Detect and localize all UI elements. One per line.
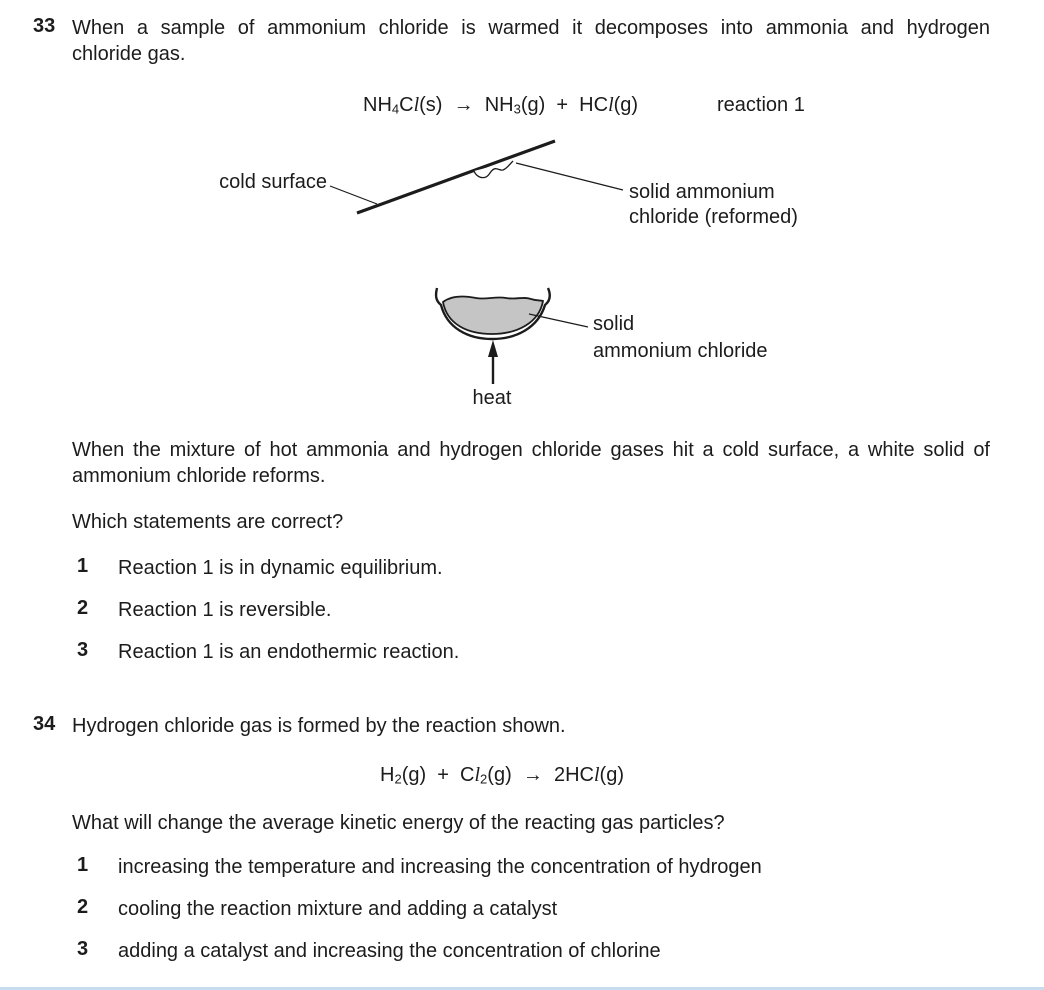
q33-question: Which statements are correct? (72, 511, 344, 533)
statement-text: cooling the reaction mixture and adding a catalyst (118, 898, 558, 920)
q33-statement-1 (77, 555, 977, 581)
q34-statement-3 (77, 938, 977, 964)
statement-number: 1 (77, 555, 89, 577)
q33-number: 33 (33, 15, 56, 37)
q34-stem (33, 713, 990, 739)
q34-statement-2 (77, 896, 977, 922)
q33-paragraph (72, 437, 990, 489)
q34-stem-text: Hydrogen chloride gas is formed by the reaction shown. (72, 715, 566, 737)
q33-statement-3 (77, 639, 977, 665)
q33-apparatus-diagram (140, 128, 860, 418)
statement-number: 3 (77, 938, 89, 960)
statement-number: 2 (77, 896, 89, 918)
statement-text: increasing the temperature and increasing the concentration of hydrogen (118, 856, 762, 878)
reformed-leader-line (516, 163, 623, 190)
solid-label-line1: solid (593, 313, 635, 335)
heat-arrow-head (488, 340, 498, 357)
statement-text: Reaction 1 is an endothermic reaction. (118, 641, 460, 663)
q33-stem-line2: chloride gas. (72, 43, 186, 65)
q33-reaction-label: reaction 1 (717, 94, 805, 116)
statement-text: Reaction 1 is in dynamic equilibrium. (118, 557, 443, 579)
statement-number: 2 (77, 597, 89, 619)
heat-label: heat (472, 387, 512, 409)
cold-surface-label: cold surface (219, 171, 327, 193)
statement-number: 1 (77, 854, 89, 876)
q34-equation: H2(g) + Cl2(g) → 2HCl(g) (380, 764, 624, 787)
cold-surface-line (357, 141, 555, 213)
reformed-label-line2: chloride (reformed) (629, 206, 798, 228)
q34-question: What will change the average kinetic energy of the reacting gas particles? (72, 812, 725, 834)
q34-statement-1 (77, 854, 977, 880)
statement-number: 3 (77, 639, 89, 661)
q33-equation: NH4Cl(s) → NH3(g) + HCl(g) (363, 94, 639, 117)
q34-number: 34 (33, 713, 56, 735)
reformed-label-line1: solid ammonium (629, 181, 775, 203)
q33-paragraph-line1: When the mixture of hot ammonia and hydrogen chloride gases hit a cold surface, a white solid of (72, 439, 990, 461)
statement-text: Reaction 1 is reversible. (118, 599, 332, 621)
q33-stem-line1: When a sample of ammonium chloride is warmed it decomposes into ammonia and hydrogen (72, 17, 990, 39)
statement-text: adding a catalyst and increasing the concentration of chlorine (118, 940, 661, 962)
q33-paragraph-line2: ammonium chloride reforms. (72, 465, 326, 487)
solid-label-line2: ammonium chloride (593, 340, 768, 362)
q33-stem (33, 15, 990, 67)
cold-surface-leader-line (330, 186, 377, 204)
q33-statement-2 (77, 597, 977, 623)
